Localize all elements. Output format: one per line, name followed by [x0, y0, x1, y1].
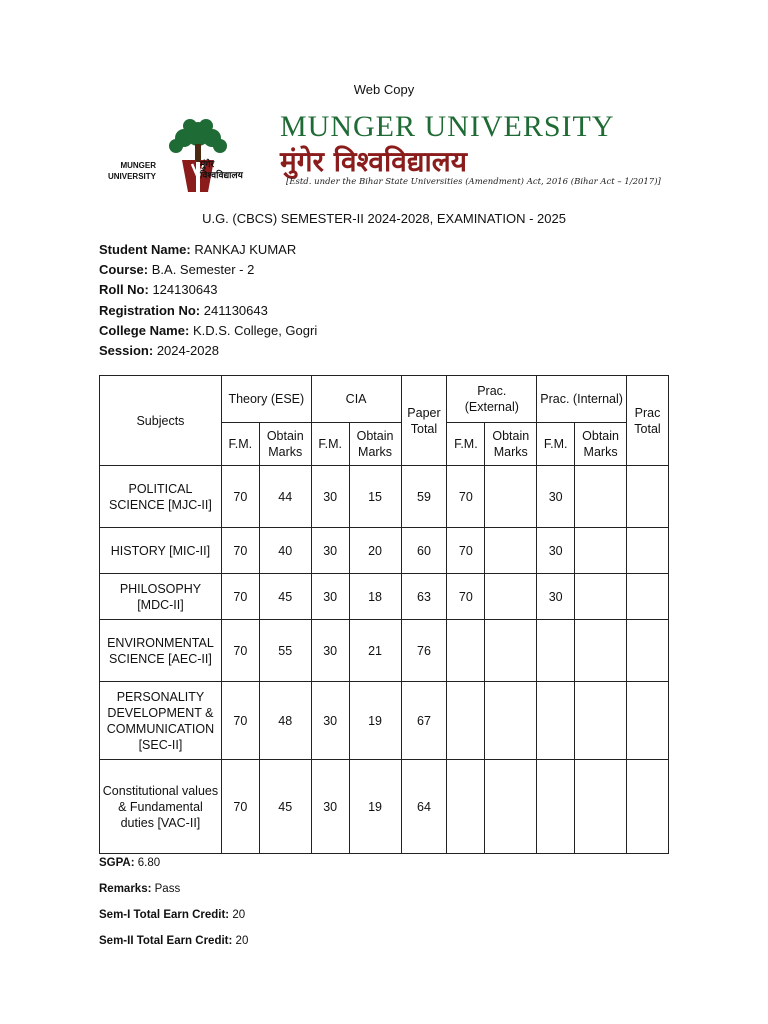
subject-cell: POLITICAL SCIENCE [MJC-II] [100, 466, 222, 528]
result-summary [99, 856, 248, 960]
sgpa-value: 6.80 [137, 857, 161, 869]
prac-ext-fm: 70 [447, 528, 485, 574]
prac-int-fm [537, 682, 575, 760]
prac-int-fm: 30 [537, 574, 575, 620]
session-row [99, 341, 317, 361]
tree-emblem-icon [158, 114, 238, 194]
prac-int-obtain [575, 682, 627, 760]
prac-total [627, 574, 669, 620]
prac-total [627, 528, 669, 574]
student-info [99, 240, 317, 361]
table-row [100, 620, 669, 682]
paper-total: 76 [401, 620, 447, 682]
header-obtain: Obtain Marks [259, 423, 311, 466]
label: Student Name: [99, 242, 191, 257]
header-subjects: Subjects [100, 376, 222, 466]
remarks-row [99, 882, 248, 908]
logo-text-hindi [200, 160, 243, 182]
prac-total [627, 760, 669, 854]
sem2-credit-row [99, 934, 248, 960]
theory-fm: 70 [221, 528, 259, 574]
theory-obtain: 45 [259, 574, 311, 620]
prac-int-fm [537, 760, 575, 854]
paper-total: 63 [401, 574, 447, 620]
prac-int-obtain [575, 574, 627, 620]
cia-obtain: 20 [349, 528, 401, 574]
cia-fm: 30 [311, 620, 349, 682]
sgpa-row [99, 856, 248, 882]
prac-ext-fm [447, 760, 485, 854]
prac-ext-obtain [485, 620, 537, 682]
prac-int-obtain [575, 760, 627, 854]
header-obtain: Obtain Marks [485, 423, 537, 466]
prac-total [627, 620, 669, 682]
paper-total: 59 [401, 466, 447, 528]
paper-total: 64 [401, 760, 447, 854]
session: 2024-2028 [156, 343, 219, 359]
label: Roll No: [99, 282, 149, 298]
sem2-credit-value: 20 [235, 935, 249, 947]
university-logo [100, 110, 260, 195]
student-name-row [99, 240, 317, 260]
paper-total: 67 [401, 682, 447, 760]
header-cia: CIA [311, 376, 401, 423]
establishment-note: [Estd. under the Bihar State Universities (Amendment) Act, 2016 (Bihar Act – 1/2017)] [286, 177, 661, 187]
label: Sem-I Total Earn Credit: [99, 909, 230, 921]
theory-obtain: 44 [259, 466, 311, 528]
sem1-credit-row [99, 908, 248, 934]
theory-fm: 70 [221, 760, 259, 854]
prac-int-obtain [575, 620, 627, 682]
web-copy-label: Web Copy [353, 82, 415, 97]
registration-number: 241130643 [203, 302, 268, 318]
remarks-value: Pass [154, 883, 181, 895]
sem1-credit-value: 20 [232, 909, 246, 921]
table-row [100, 760, 669, 854]
logo-text-line1: MUNGER [120, 161, 156, 170]
prac-ext-obtain [485, 574, 537, 620]
cia-fm: 30 [311, 760, 349, 854]
header-paper-total: Paper Total [401, 376, 447, 466]
paper-total: 60 [401, 528, 447, 574]
cia-obtain: 19 [349, 760, 401, 854]
cia-fm: 30 [311, 528, 349, 574]
course-row [99, 260, 317, 280]
label: Session: [99, 343, 154, 359]
prac-ext-obtain [485, 760, 537, 854]
prac-int-fm [537, 620, 575, 682]
header-theory: Theory (ESE) [221, 376, 311, 423]
theory-fm: 70 [221, 620, 259, 682]
theory-obtain: 40 [259, 528, 311, 574]
table-row [100, 528, 669, 574]
label: Registration No: [99, 302, 201, 318]
university-header [100, 110, 670, 200]
university-name-english: MUNGER UNIVERSITY [280, 110, 615, 143]
college-name: K.D.S. College, Gogri [192, 322, 318, 338]
header-fm: F.M. [311, 423, 349, 466]
cia-fm: 30 [311, 682, 349, 760]
label: College Name: [99, 322, 190, 338]
roll-number: 124130643 [152, 282, 218, 298]
theory-obtain: 45 [259, 760, 311, 854]
course: B.A. Semester - 2 [151, 262, 255, 278]
prac-total [627, 682, 669, 760]
cia-fm: 30 [311, 466, 349, 528]
logo-hindi-line1: मुंगेर [200, 160, 215, 170]
logo-text-line2: UNIVERSITY [107, 172, 156, 181]
header-fm: F.M. [537, 423, 575, 466]
prac-ext-obtain [485, 682, 537, 760]
university-name-hindi: मुंगेर विश्वविद्यालय [280, 145, 467, 178]
student-name: RANKAJ KUMAR [194, 242, 297, 257]
cia-obtain: 21 [349, 620, 401, 682]
theory-obtain: 55 [259, 620, 311, 682]
header-prac-internal: Prac. (Internal) [537, 376, 627, 423]
cia-fm: 30 [311, 574, 349, 620]
header-prac-external: Prac. (External) [447, 376, 537, 423]
prac-total [627, 466, 669, 528]
theory-fm: 70 [221, 682, 259, 760]
subject-cell: Constitutional values & Fundamental duties [VAC-II] [100, 760, 222, 854]
cia-obtain: 18 [349, 574, 401, 620]
logo-text-english [102, 160, 156, 182]
header-fm: F.M. [447, 423, 485, 466]
label: Course: [99, 262, 149, 278]
label: Sem-II Total Earn Credit: [99, 935, 233, 947]
theory-obtain: 48 [259, 682, 311, 760]
prac-ext-fm [447, 620, 485, 682]
logo-hindi-line2: विश्वविद्यालय [200, 171, 243, 181]
subject-cell: PERSONALITY DEVELOPMENT & COMMUNICATION [SEC-II] [100, 682, 222, 760]
table-row [100, 574, 669, 620]
prac-ext-obtain [485, 528, 537, 574]
theory-fm: 70 [221, 466, 259, 528]
marks-table [99, 375, 669, 854]
cia-obtain: 19 [349, 682, 401, 760]
label: SGPA: [99, 857, 135, 869]
prac-int-obtain [575, 528, 627, 574]
prac-int-fm: 30 [537, 528, 575, 574]
table-row [100, 466, 669, 528]
subject-cell: ENVIRONMENTAL SCIENCE [AEC-II] [100, 620, 222, 682]
college-row [99, 321, 317, 341]
prac-ext-obtain [485, 466, 537, 528]
prac-ext-fm: 70 [447, 574, 485, 620]
prac-ext-fm: 70 [447, 466, 485, 528]
table-row [100, 682, 669, 760]
prac-int-fm: 30 [537, 466, 575, 528]
label: Remarks: [99, 883, 152, 895]
header-obtain: Obtain Marks [575, 423, 627, 466]
header-prac-total: Prac Total [627, 376, 669, 466]
registration-row [99, 301, 317, 321]
cia-obtain: 15 [349, 466, 401, 528]
prac-int-obtain [575, 466, 627, 528]
header-fm: F.M. [221, 423, 259, 466]
subject-cell: HISTORY [MIC-II] [100, 528, 222, 574]
subject-cell: PHILOSOPHY [MDC-II] [100, 574, 222, 620]
theory-fm: 70 [221, 574, 259, 620]
exam-title: U.G. (CBCS) SEMESTER-II 2024-2028, EXAMINATION - 2025 [202, 211, 566, 226]
header-obtain: Obtain Marks [349, 423, 401, 466]
prac-ext-fm [447, 682, 485, 760]
roll-row [99, 280, 317, 300]
